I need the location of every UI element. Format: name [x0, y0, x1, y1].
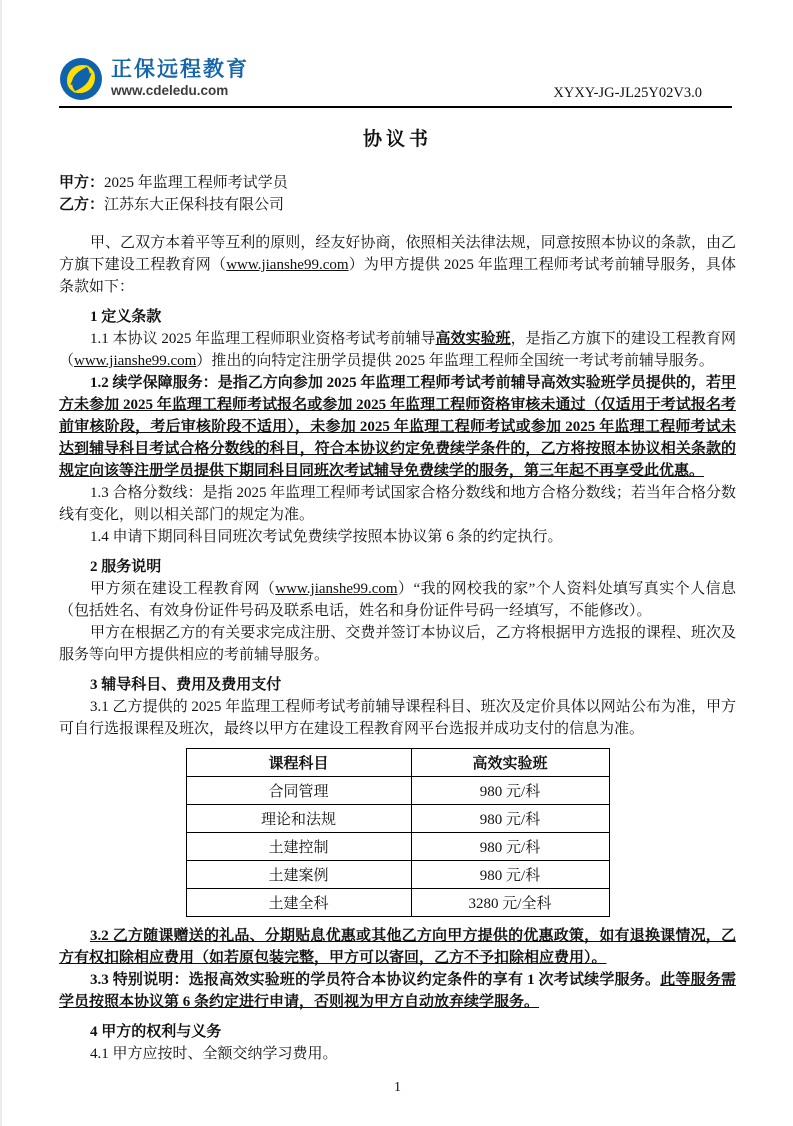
- column-header-subject: 课程科目: [186, 749, 411, 777]
- table-cell: 理论和法规: [186, 805, 411, 833]
- page-title: 协议书: [362, 129, 432, 150]
- clause-3-1: [59, 696, 736, 740]
- text-segment: 甲、乙双方本着平等互利的原则，经友好协商，依照相关法律法规，同意按照本协议的条款，由乙方旗下建设工程教育网（: [59, 235, 736, 273]
- table-cell: 3280 元/全科: [411, 889, 609, 917]
- brand-text: [111, 57, 249, 99]
- clause-4-1: [59, 1043, 736, 1065]
- table-cell: 土建案例: [186, 861, 411, 889]
- clause-1-4: [59, 526, 736, 548]
- table-row: [186, 833, 609, 861]
- table-cell: 980 元/科: [411, 805, 609, 833]
- table-cell: 980 元/科: [411, 861, 609, 889]
- section-2-heading: 2 服务说明: [90, 559, 162, 575]
- table-row: [186, 889, 609, 917]
- text-segment: ，是指乙方旗下的建设工程教育网（: [59, 331, 736, 369]
- text-segment: ）为甲方提供 2025 年监理工程师考试考前辅导服务，具体条款如下：: [59, 257, 736, 295]
- table-row: [186, 805, 609, 833]
- party-a-line: [59, 172, 736, 194]
- text-segment: 4.1 甲方应按时、全额交纳学习费用。: [90, 1046, 338, 1062]
- clause-3-2: [59, 925, 736, 969]
- clause-3-3: [59, 969, 736, 1013]
- text-segment: 1.3 合格分数线：是指 2025 年监理工程师考试国家合格分数线和地方合格分数线；若当年合格分数线有变化，则以相关部门的规定为准。: [59, 485, 736, 523]
- text-segment: 3.1 乙方提供的 2025 年监理工程师考试考前辅导课程科目、班次及定价具体以网站公布为准，甲方可自行选报课程及班次，最终以甲方在建设工程教育网平台选报并成功支付的信息为准。: [59, 699, 736, 737]
- jianshe99-link[interactable]: www.jianshe99.com: [226, 257, 349, 273]
- text-segment: 甲方在根据乙方的有关要求完成注册、交费并签订本协议后，乙方将根据甲方选报的课程、班次及服务等向甲方提供相应的考前辅导服务。: [59, 625, 736, 663]
- clause-2-a: [59, 578, 736, 622]
- table-row: [186, 777, 609, 805]
- party-b-line: [59, 194, 736, 216]
- document-header: [59, 57, 736, 101]
- text-segment: 1.2 续学保障服务：是指乙方向参加 2025 年监理工程师考试考前辅导高效实验班学员提供的，若: [90, 375, 721, 391]
- text-segment: 3.3 特别说明：选报高效实验班的学员符合本协议约定条件的享有 1 次考试续学服务。: [90, 972, 661, 988]
- table-cell: 980 元/科: [411, 777, 609, 805]
- section-1-heading: 1 定义条款: [90, 309, 162, 325]
- clause-2-b: [59, 622, 736, 666]
- pricing-table: [186, 748, 610, 917]
- section-4-heading: 4 甲方的权利与义务: [90, 1024, 222, 1040]
- table-cell: 合同管理: [186, 777, 411, 805]
- party-b-value: 江苏东大正保科技有限公司: [104, 197, 285, 213]
- document-code: XYXY-JG-JL25Y02V3.0: [553, 85, 702, 101]
- jianshe99-link[interactable]: www.jianshe99.com: [74, 353, 197, 369]
- brand-url: www.cdeledu.com: [111, 83, 229, 98]
- brand-name: 正保远程教育: [111, 58, 249, 81]
- text-segment: 3.2 乙方随课赠送的礼品、分期贴息优惠或其他乙方向甲方提供的优惠政策，如有退换课情况，乙方有权扣除相应费用（如若原包装完整，甲方可以寄回，乙方不予扣除相应费用）。: [59, 928, 736, 966]
- table-row: [186, 861, 609, 889]
- clause-1-2: [59, 372, 736, 482]
- intro-paragraph: [59, 232, 736, 298]
- text-segment: 1.4 申请下期同科目同班次考试免费续学按照本协议第 6 条的约定执行。: [90, 529, 563, 545]
- table-cell: 土建控制: [186, 833, 411, 861]
- clause-1-1: [59, 328, 736, 372]
- text-segment: ）推出的向特定注册学员提供 2025 年监理工程师全国统一考试考前辅导服务。: [196, 353, 714, 369]
- text-segment: ）“我的网校我的家”个人资料处填写真实个人信息（包括姓名、有效身份证件号码及联系电话，姓名和身份证件号码一经填写，不能修改）。: [59, 581, 736, 619]
- text-segment: 甲方未参加 2025 年监理工程师考试报名或参加 2025 年监理工程师资格审核未通过（仅适用于考试报名考前审核阶段，考后审核阶段不适用），未参加 2025 年监理工程师考试或参加 2025 年监理工程师考试未达到辅导科目考试合格分数线的科目，符合本协议约定免费续学条件的，乙方将按照本协议相关条款的规定向该等注册学员提供下期同科目同班次考试辅导免费续学的服务，第三年起不再享受此优惠。: [59, 375, 736, 479]
- table-header-row: [186, 749, 609, 777]
- header-divider: [59, 106, 732, 108]
- table-cell: 980 元/科: [411, 833, 609, 861]
- party-a-value: 2025 年监理工程师考试学员: [104, 175, 288, 191]
- text-segment: 甲方须在建设工程教育网（: [90, 581, 276, 597]
- jianshe99-link[interactable]: www.jianshe99.com: [275, 581, 398, 597]
- table-cell: 土建全科: [186, 889, 411, 917]
- column-header-class: 高效实验班: [411, 749, 609, 777]
- parties-block: [59, 172, 736, 216]
- page-number: 1: [394, 1080, 401, 1095]
- section-3-heading: 3 辅导科目、费用及费用支付: [90, 677, 282, 693]
- cdeledu-logo-icon: [59, 57, 103, 101]
- text-segment: 高效实验班: [435, 331, 511, 347]
- party-b-label: 乙方：: [59, 197, 105, 213]
- party-a-label: 甲方：: [59, 175, 105, 191]
- text-segment: 此等服务需学员按照本协议第 6 条约定进行申请，否则视为甲方自动放弃续学服务。: [59, 972, 736, 1010]
- text-segment: 1.1 本协议 2025 年监理工程师职业资格考试考前辅导: [90, 331, 436, 347]
- clause-1-3: [59, 482, 736, 526]
